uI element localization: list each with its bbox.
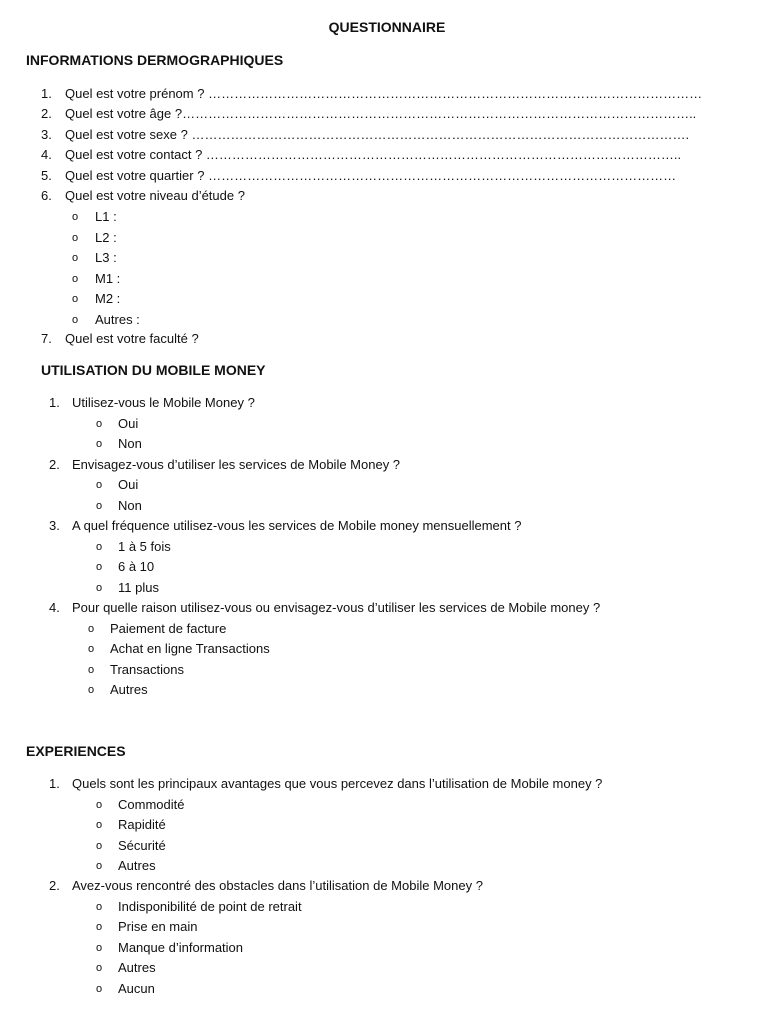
section-heading-mobile-money-usage: UTILISATION DU MOBILE MONEY [41, 362, 266, 378]
section-heading-experiences: EXPERIENCES [26, 743, 126, 759]
section-heading-demographics: INFORMATIONS DERMOGRAPHIQUES [26, 52, 284, 68]
page-title: QUESTIONNAIRE [328, 19, 446, 35]
